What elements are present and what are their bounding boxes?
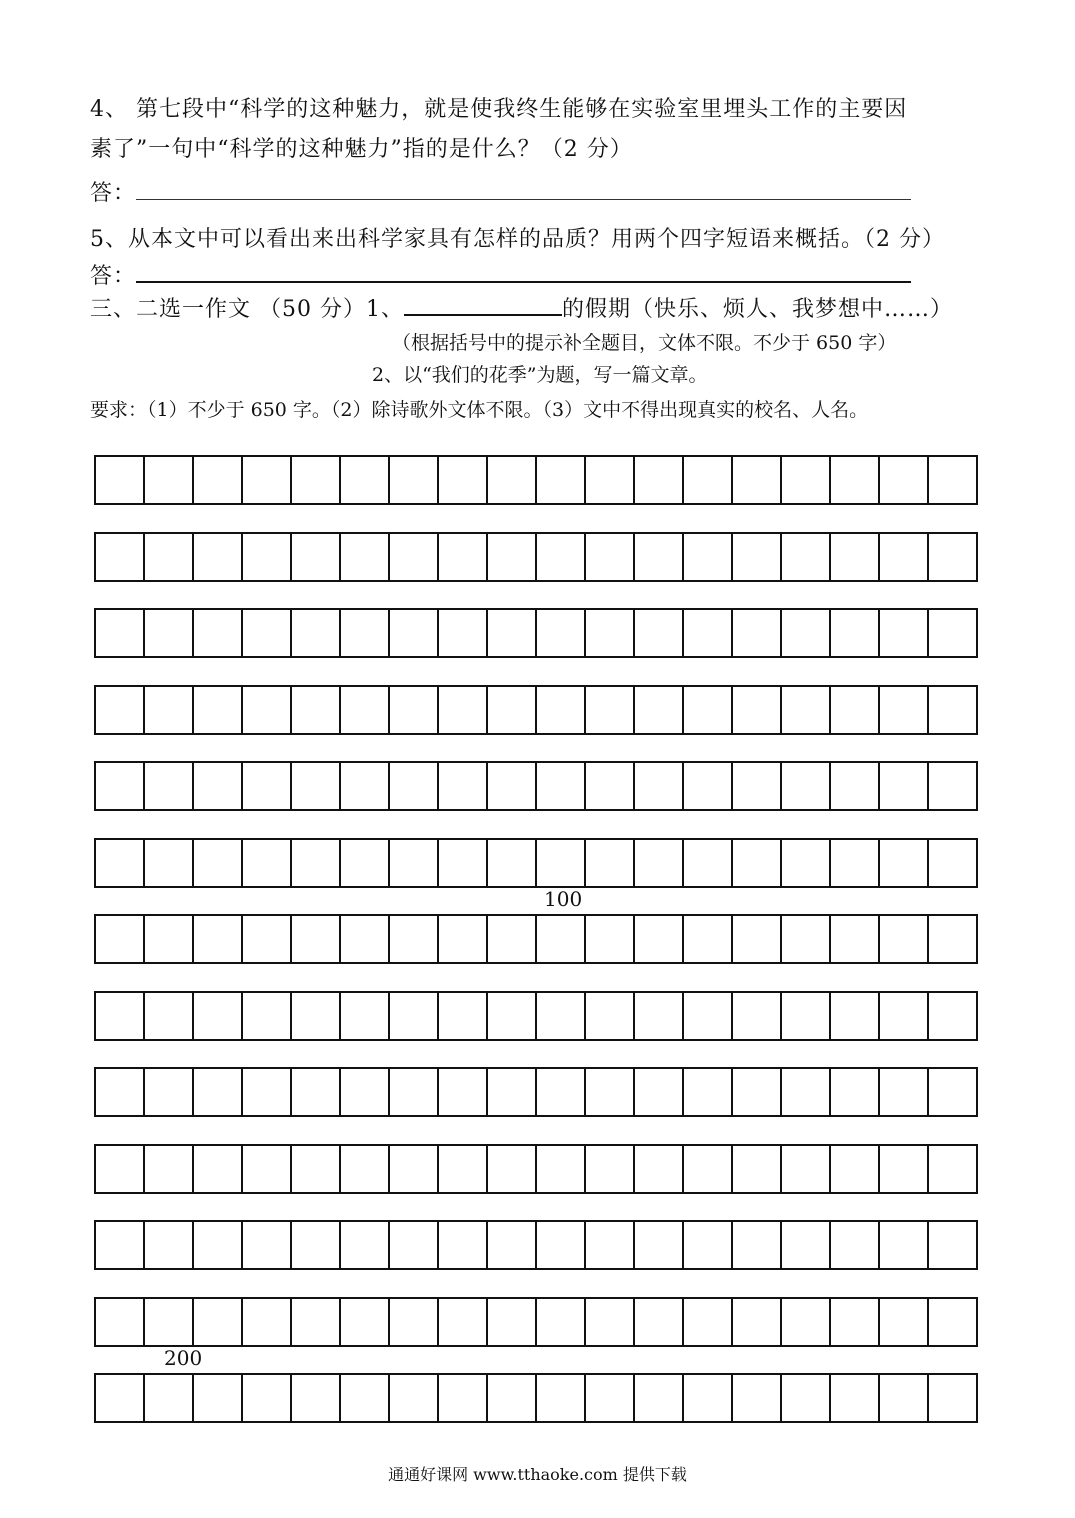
q4-line1: 4、 第七段中“科学的这种魅力，就是使我终生能够在实验室里埋头工作的主要因 bbox=[90, 97, 908, 122]
grid-cell[interactable] bbox=[586, 1297, 635, 1347]
grid-cell[interactable] bbox=[831, 1373, 880, 1423]
grid-row bbox=[94, 838, 978, 888]
grid-cell[interactable] bbox=[537, 1220, 586, 1270]
grid-cell[interactable] bbox=[488, 761, 537, 811]
grid-cell[interactable] bbox=[880, 1067, 929, 1117]
grid-cell[interactable] bbox=[96, 1144, 145, 1194]
grid-cell[interactable] bbox=[929, 1373, 978, 1423]
grid-cell[interactable] bbox=[586, 608, 635, 658]
grid-cell[interactable] bbox=[292, 1297, 341, 1347]
grid-row bbox=[94, 1144, 978, 1194]
grid-cell[interactable] bbox=[243, 1067, 292, 1117]
grid-cell[interactable] bbox=[341, 991, 390, 1041]
grid-cell[interactable] bbox=[439, 685, 488, 735]
essay-option-2: 2、以“我们的花季”为题，写一篇文章。 bbox=[372, 364, 708, 386]
grid-cell[interactable] bbox=[929, 914, 978, 964]
essay-requirements: 要求：（1）不少于 650 字。（2）除诗歌外文体不限。（3）文中不得出现真实的校名、人名。 bbox=[90, 399, 869, 421]
grid-cell[interactable] bbox=[488, 1144, 537, 1194]
grid-cell[interactable] bbox=[733, 608, 782, 658]
grid-cell[interactable] bbox=[586, 838, 635, 888]
grid-cell[interactable] bbox=[586, 914, 635, 964]
q5-answer-label: 答： bbox=[90, 264, 137, 289]
grid-cell[interactable] bbox=[782, 608, 831, 658]
grid-cell[interactable] bbox=[194, 991, 243, 1041]
grid-cell[interactable] bbox=[831, 761, 880, 811]
grid-cell[interactable] bbox=[243, 838, 292, 888]
grid-cell[interactable] bbox=[488, 914, 537, 964]
grid-cell[interactable] bbox=[733, 685, 782, 735]
grid-cell[interactable] bbox=[292, 838, 341, 888]
grid-cell[interactable] bbox=[586, 1373, 635, 1423]
grid-cell[interactable] bbox=[390, 1067, 439, 1117]
grid-cell[interactable] bbox=[488, 1067, 537, 1117]
grid-cell[interactable] bbox=[243, 1297, 292, 1347]
grid-cell[interactable] bbox=[488, 532, 537, 582]
grid-cell[interactable] bbox=[733, 1297, 782, 1347]
grid-cell[interactable] bbox=[439, 532, 488, 582]
grid-cell[interactable] bbox=[684, 1067, 733, 1117]
grid-cell[interactable] bbox=[341, 1067, 390, 1117]
grid-cell[interactable] bbox=[292, 1144, 341, 1194]
word-count-marker-100: 100 bbox=[544, 887, 583, 911]
grid-cell[interactable] bbox=[684, 608, 733, 658]
grid-cell[interactable] bbox=[929, 455, 978, 505]
grid-cell[interactable] bbox=[145, 1373, 194, 1423]
grid-row bbox=[94, 608, 978, 658]
grid-cell[interactable] bbox=[292, 1067, 341, 1117]
grid-cell[interactable] bbox=[488, 455, 537, 505]
grid-cell[interactable] bbox=[145, 761, 194, 811]
grid-cell[interactable] bbox=[782, 914, 831, 964]
grid-cell[interactable] bbox=[194, 1373, 243, 1423]
grid-cell[interactable] bbox=[880, 455, 929, 505]
grid-cell[interactable] bbox=[439, 838, 488, 888]
grid-cell[interactable] bbox=[782, 1297, 831, 1347]
grid-cell[interactable] bbox=[96, 608, 145, 658]
grid-row bbox=[94, 761, 978, 811]
grid-cell[interactable] bbox=[96, 991, 145, 1041]
grid-cell[interactable] bbox=[880, 1144, 929, 1194]
grid-cell[interactable] bbox=[831, 608, 880, 658]
grid-cell[interactable] bbox=[684, 1373, 733, 1423]
grid-cell[interactable] bbox=[390, 838, 439, 888]
grid-row bbox=[94, 991, 978, 1041]
grid-cell[interactable] bbox=[929, 1144, 978, 1194]
grid-cell[interactable] bbox=[292, 1220, 341, 1270]
grid-cell[interactable] bbox=[537, 608, 586, 658]
grid-cell[interactable] bbox=[684, 455, 733, 505]
grid-cell[interactable] bbox=[145, 608, 194, 658]
grid-cell[interactable] bbox=[341, 685, 390, 735]
q4-line2: 素了”一句中“科学的这种魅力”指的是什么？（2 分） bbox=[90, 137, 633, 162]
grid-cell[interactable] bbox=[880, 685, 929, 735]
grid-cell[interactable] bbox=[243, 1373, 292, 1423]
grid-cell[interactable] bbox=[292, 608, 341, 658]
grid-cell[interactable] bbox=[929, 991, 978, 1041]
grid-cell[interactable] bbox=[390, 914, 439, 964]
grid-cell[interactable] bbox=[488, 685, 537, 735]
grid-cell[interactable] bbox=[194, 1067, 243, 1117]
grid-cell[interactable] bbox=[243, 532, 292, 582]
grid-cell[interactable] bbox=[341, 608, 390, 658]
grid-cell[interactable] bbox=[96, 1067, 145, 1117]
grid-cell[interactable] bbox=[831, 914, 880, 964]
grid-cell[interactable] bbox=[635, 1144, 684, 1194]
grid-row bbox=[94, 685, 978, 735]
grid-cell[interactable] bbox=[145, 991, 194, 1041]
grid-cell[interactable] bbox=[929, 532, 978, 582]
grid-cell[interactable] bbox=[341, 455, 390, 505]
grid-cell[interactable] bbox=[635, 838, 684, 888]
grid-cell[interactable] bbox=[733, 455, 782, 505]
q5-answer-blank[interactable] bbox=[136, 259, 911, 283]
grid-cell[interactable] bbox=[292, 991, 341, 1041]
grid-cell[interactable] bbox=[488, 1297, 537, 1347]
grid-cell[interactable] bbox=[586, 1067, 635, 1117]
grid-cell[interactable] bbox=[390, 1297, 439, 1347]
grid-cell[interactable] bbox=[586, 991, 635, 1041]
grid-cell[interactable] bbox=[586, 1144, 635, 1194]
grid-cell[interactable] bbox=[390, 761, 439, 811]
grid-cell[interactable] bbox=[439, 914, 488, 964]
grid-cell[interactable] bbox=[341, 1144, 390, 1194]
grid-cell[interactable] bbox=[488, 838, 537, 888]
grid-cell[interactable] bbox=[390, 1373, 439, 1423]
grid-cell[interactable] bbox=[831, 1144, 880, 1194]
grid-cell[interactable] bbox=[145, 1220, 194, 1270]
grid-cell[interactable] bbox=[341, 1373, 390, 1423]
grid-cell[interactable] bbox=[390, 1220, 439, 1270]
grid-cell[interactable] bbox=[439, 1144, 488, 1194]
grid-cell[interactable] bbox=[145, 455, 194, 505]
grid-cell[interactable] bbox=[194, 1297, 243, 1347]
grid-cell[interactable] bbox=[733, 1373, 782, 1423]
grid-cell[interactable] bbox=[194, 838, 243, 888]
grid-cell[interactable] bbox=[929, 1297, 978, 1347]
grid-cell[interactable] bbox=[439, 608, 488, 658]
grid-cell[interactable] bbox=[145, 1297, 194, 1347]
grid-cell[interactable] bbox=[145, 532, 194, 582]
grid-cell[interactable] bbox=[635, 608, 684, 658]
grid-cell[interactable] bbox=[537, 761, 586, 811]
grid-cell[interactable] bbox=[488, 991, 537, 1041]
grid-cell[interactable] bbox=[243, 1144, 292, 1194]
grid-row bbox=[94, 1297, 978, 1347]
grid-cell[interactable] bbox=[243, 608, 292, 658]
grid-cell[interactable] bbox=[880, 608, 929, 658]
grid-cell[interactable] bbox=[390, 685, 439, 735]
grid-row bbox=[94, 914, 978, 964]
grid-cell[interactable] bbox=[194, 914, 243, 964]
grid-cell[interactable] bbox=[684, 761, 733, 811]
grid-cell[interactable] bbox=[390, 608, 439, 658]
grid-cell[interactable] bbox=[96, 1373, 145, 1423]
grid-cell[interactable] bbox=[439, 761, 488, 811]
grid-cell[interactable] bbox=[733, 761, 782, 811]
grid-cell[interactable] bbox=[194, 761, 243, 811]
grid-cell[interactable] bbox=[733, 914, 782, 964]
grid-cell[interactable] bbox=[145, 838, 194, 888]
essay-hint: （根据括号中的提示补全题目，文体不限。不少于 650 字） bbox=[392, 332, 897, 354]
grid-cell[interactable] bbox=[537, 685, 586, 735]
grid-cell[interactable] bbox=[390, 455, 439, 505]
grid-cell[interactable] bbox=[929, 1067, 978, 1117]
grid-cell[interactable] bbox=[390, 991, 439, 1041]
grid-cell[interactable] bbox=[782, 532, 831, 582]
grid-cell[interactable] bbox=[194, 1220, 243, 1270]
grid-cell[interactable] bbox=[831, 685, 880, 735]
grid-cell[interactable] bbox=[733, 532, 782, 582]
grid-cell[interactable] bbox=[341, 761, 390, 811]
grid-cell[interactable] bbox=[684, 838, 733, 888]
grid-cell[interactable] bbox=[96, 838, 145, 888]
grid-cell[interactable] bbox=[537, 914, 586, 964]
grid-cell[interactable] bbox=[782, 838, 831, 888]
grid-cell[interactable] bbox=[292, 914, 341, 964]
grid-cell[interactable] bbox=[635, 532, 684, 582]
grid-cell[interactable] bbox=[96, 685, 145, 735]
grid-cell[interactable] bbox=[439, 455, 488, 505]
grid-cell[interactable] bbox=[782, 1373, 831, 1423]
grid-cell[interactable] bbox=[488, 1220, 537, 1270]
grid-cell[interactable] bbox=[341, 1220, 390, 1270]
grid-cell[interactable] bbox=[880, 991, 929, 1041]
grid-cell[interactable] bbox=[194, 608, 243, 658]
grid-cell[interactable] bbox=[439, 1067, 488, 1117]
grid-cell[interactable] bbox=[635, 455, 684, 505]
grid-cell[interactable] bbox=[145, 914, 194, 964]
grid-cell[interactable] bbox=[831, 455, 880, 505]
grid-cell[interactable] bbox=[929, 608, 978, 658]
grid-cell[interactable] bbox=[439, 991, 488, 1041]
grid-cell[interactable] bbox=[537, 1144, 586, 1194]
grid-cell[interactable] bbox=[341, 838, 390, 888]
grid-cell[interactable] bbox=[831, 1220, 880, 1270]
grid-cell[interactable] bbox=[292, 761, 341, 811]
essay-title-blank[interactable] bbox=[404, 292, 562, 316]
grid-cell[interactable] bbox=[292, 532, 341, 582]
grid-cell[interactable] bbox=[635, 1067, 684, 1117]
essay-title-suffix: 的假期（快乐、烦人、我梦想中……） bbox=[561, 297, 953, 322]
grid-cell[interactable] bbox=[341, 914, 390, 964]
footer-credit: 通通好课网 www.tthaoke.com 提供下载 bbox=[388, 1465, 687, 1484]
q5-answer bbox=[90, 259, 911, 290]
grid-cell[interactable] bbox=[96, 455, 145, 505]
grid-cell[interactable] bbox=[488, 608, 537, 658]
grid-cell[interactable] bbox=[929, 685, 978, 735]
grid-cell[interactable] bbox=[145, 685, 194, 735]
grid-cell[interactable] bbox=[586, 685, 635, 735]
grid-cell[interactable] bbox=[586, 455, 635, 505]
grid-row bbox=[94, 532, 978, 582]
grid-cell[interactable] bbox=[194, 685, 243, 735]
grid-cell[interactable] bbox=[537, 1373, 586, 1423]
grid-cell[interactable] bbox=[684, 532, 733, 582]
grid-cell[interactable] bbox=[733, 838, 782, 888]
grid-cell[interactable] bbox=[635, 914, 684, 964]
grid-cell[interactable] bbox=[880, 914, 929, 964]
grid-cell[interactable] bbox=[439, 1220, 488, 1270]
grid-cell[interactable] bbox=[194, 455, 243, 505]
grid-cell[interactable] bbox=[537, 838, 586, 888]
grid-cell[interactable] bbox=[782, 761, 831, 811]
grid-row bbox=[94, 455, 978, 505]
grid-cell[interactable] bbox=[586, 532, 635, 582]
grid-cell[interactable] bbox=[733, 991, 782, 1041]
grid-cell[interactable] bbox=[782, 991, 831, 1041]
grid-cell[interactable] bbox=[292, 1373, 341, 1423]
grid-cell[interactable] bbox=[684, 685, 733, 735]
grid-cell[interactable] bbox=[684, 1297, 733, 1347]
grid-cell[interactable] bbox=[782, 455, 831, 505]
essay-heading bbox=[90, 292, 953, 323]
grid-cell[interactable] bbox=[292, 685, 341, 735]
grid-cell[interactable] bbox=[96, 1220, 145, 1270]
grid-cell[interactable] bbox=[684, 1220, 733, 1270]
grid-cell[interactable] bbox=[194, 1144, 243, 1194]
word-count-marker-200: 200 bbox=[164, 1346, 203, 1370]
grid-cell[interactable] bbox=[831, 838, 880, 888]
grid-cell[interactable] bbox=[390, 532, 439, 582]
grid-cell[interactable] bbox=[635, 761, 684, 811]
grid-cell[interactable] bbox=[880, 1220, 929, 1270]
grid-cell[interactable] bbox=[733, 1067, 782, 1117]
grid-cell[interactable] bbox=[537, 532, 586, 582]
grid-cell[interactable] bbox=[145, 1144, 194, 1194]
grid-cell[interactable] bbox=[929, 1220, 978, 1270]
grid-cell[interactable] bbox=[831, 1297, 880, 1347]
grid-cell[interactable] bbox=[880, 761, 929, 811]
grid-cell[interactable] bbox=[782, 1220, 831, 1270]
grid-cell[interactable] bbox=[635, 991, 684, 1041]
grid-cell[interactable] bbox=[684, 991, 733, 1041]
grid-cell[interactable] bbox=[880, 838, 929, 888]
grid-cell[interactable] bbox=[243, 761, 292, 811]
grid-cell[interactable] bbox=[880, 532, 929, 582]
q4-answer-blank[interactable] bbox=[136, 179, 911, 200]
grid-cell[interactable] bbox=[782, 1144, 831, 1194]
q5-line1: 5、从本文中可以看出来出科学家具有怎样的品质？用两个四字短语来概括。（2 分） bbox=[90, 227, 945, 252]
grid-cell[interactable] bbox=[488, 1373, 537, 1423]
grid-cell[interactable] bbox=[586, 1220, 635, 1270]
grid-cell[interactable] bbox=[96, 532, 145, 582]
grid-cell[interactable] bbox=[145, 1067, 194, 1117]
grid-cell[interactable] bbox=[880, 1373, 929, 1423]
grid-cell[interactable] bbox=[537, 1297, 586, 1347]
grid-cell[interactable] bbox=[96, 1297, 145, 1347]
grid-cell[interactable] bbox=[439, 1373, 488, 1423]
grid-cell[interactable] bbox=[243, 991, 292, 1041]
grid-cell[interactable] bbox=[635, 1297, 684, 1347]
grid-cell[interactable] bbox=[243, 914, 292, 964]
grid-cell[interactable] bbox=[880, 1297, 929, 1347]
grid-cell[interactable] bbox=[635, 1220, 684, 1270]
grid-cell[interactable] bbox=[292, 455, 341, 505]
grid-cell[interactable] bbox=[341, 1297, 390, 1347]
grid-cell[interactable] bbox=[782, 1067, 831, 1117]
grid-cell[interactable] bbox=[243, 685, 292, 735]
grid-cell[interactable] bbox=[96, 761, 145, 811]
grid-cell[interactable] bbox=[684, 1144, 733, 1194]
grid-cell[interactable] bbox=[684, 914, 733, 964]
grid-cell[interactable] bbox=[537, 991, 586, 1041]
grid-cell[interactable] bbox=[586, 761, 635, 811]
grid-cell[interactable] bbox=[243, 1220, 292, 1270]
grid-cell[interactable] bbox=[635, 1373, 684, 1423]
grid-cell[interactable] bbox=[537, 455, 586, 505]
grid-cell[interactable] bbox=[782, 685, 831, 735]
grid-cell[interactable] bbox=[96, 914, 145, 964]
grid-cell[interactable] bbox=[929, 838, 978, 888]
q4-answer bbox=[90, 176, 911, 207]
essay-heading-text: 三、二选一作文 （50 分）1、 bbox=[90, 297, 404, 322]
grid-cell[interactable] bbox=[733, 1144, 782, 1194]
grid-cell[interactable] bbox=[831, 532, 880, 582]
grid-row bbox=[94, 1220, 978, 1270]
grid-row bbox=[94, 1067, 978, 1117]
q4-answer-label: 答： bbox=[90, 181, 137, 206]
grid-cell[interactable] bbox=[341, 532, 390, 582]
grid-cell[interactable] bbox=[929, 761, 978, 811]
grid-cell[interactable] bbox=[194, 532, 243, 582]
grid-cell[interactable] bbox=[733, 1220, 782, 1270]
grid-cell[interactable] bbox=[831, 1067, 880, 1117]
grid-row bbox=[94, 1373, 978, 1423]
grid-cell[interactable] bbox=[831, 991, 880, 1041]
grid-cell[interactable] bbox=[635, 685, 684, 735]
grid-cell[interactable] bbox=[439, 1297, 488, 1347]
grid-cell[interactable] bbox=[537, 1067, 586, 1117]
grid-cell[interactable] bbox=[390, 1144, 439, 1194]
grid-cell[interactable] bbox=[243, 455, 292, 505]
